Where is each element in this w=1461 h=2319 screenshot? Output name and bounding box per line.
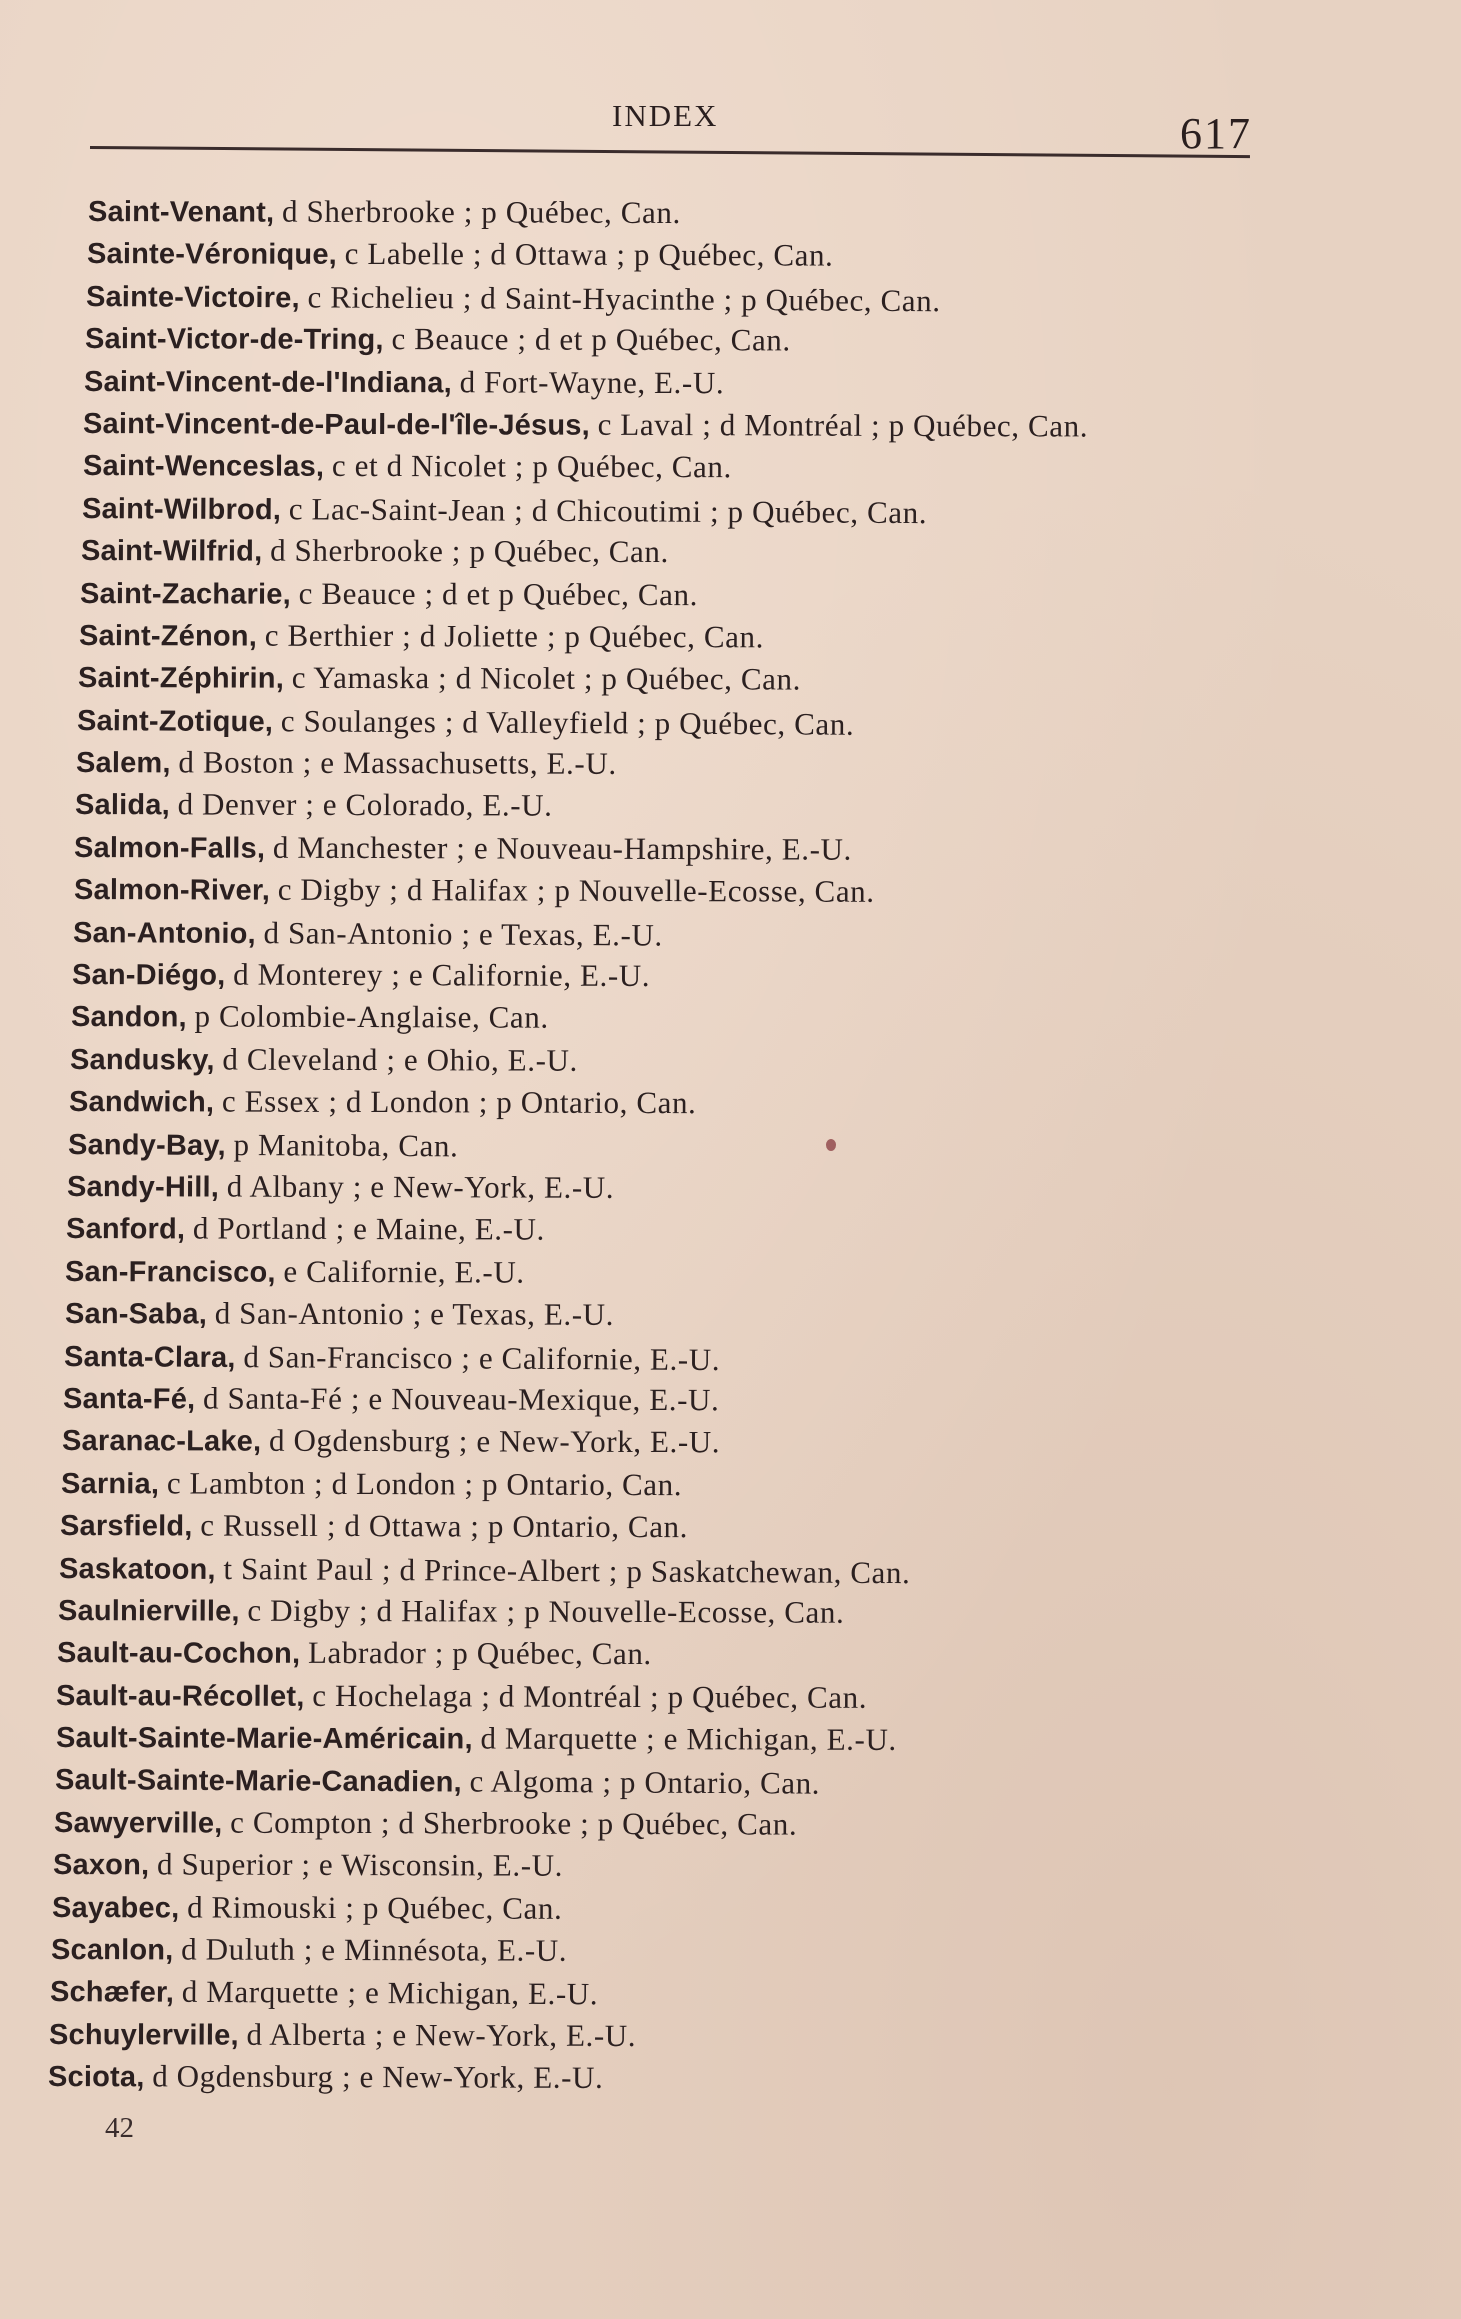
entry-name: Sainte-Victoire, [85,280,300,315]
entry-name: Sandusky, [69,1043,215,1077]
entry-name: Schuylerville, [48,2018,239,2052]
index-entry [62,1419,1352,1466]
entry-description: d Portland ; e Maine, E.-U. [192,1210,545,1248]
index-entry [87,232,1377,279]
index-entry [78,656,1368,703]
entry-name: Sainte-Véronique, [86,238,338,272]
entry-name: Sault-Sainte-Marie-Canadien, [54,1764,462,1799]
entry-description: c Digby ; d Halifax ; p Nouvelle-Ecosse, Can. [277,871,875,910]
entry-description: d Fort-Wayne, E.-U. [459,363,725,400]
entry-description: d Cleveland ; e Ohio, E.-U. [222,1041,578,1078]
entry-name: Sandy-Bay, [67,1128,226,1162]
entry-name: Sault-au-Cochon, [56,1637,301,1671]
entry-name: Scanlon, [50,1934,174,1967]
entry-name: Sawyerville, [53,1806,223,1840]
entry-name: Sandy-Hill, [66,1170,220,1204]
entry-name: Salem, [75,747,171,780]
entry-description: c Algoma ; p Ontario, Can. [469,1763,821,1802]
index-entry [65,1292,1355,1339]
header-rule [90,146,1250,158]
entry-name: Sayabec, [51,1891,180,1925]
entry-description: d San-Antonio ; e Texas, E.-U. [263,914,663,953]
page-number: 617 [1180,109,1252,158]
entry-description: c Lac-Saint-Jean ; d Chicoutimi ; p Québec, Can. [288,490,928,530]
entry-description: d Superior ; e Wisconsin, E.-U. [156,1846,564,1884]
index-entry [75,783,1365,830]
index-entry-list [47,190,1378,2098]
entry-description: d Manchester ; e Nouveau-Hampshire, E.-U. [272,829,852,867]
signature-mark: 42 [105,2112,134,2144]
entry-name: San-Saba, [64,1298,208,1331]
running-head: INDEX [612,98,719,133]
entry-name: Salida, [74,789,170,822]
index-entry [58,1589,1348,1636]
index-entry [88,190,1378,237]
entry-name: Saint-Zénon, [78,619,258,653]
index-entry [76,741,1366,788]
index-entry [83,402,1373,449]
entry-description: d Monterey ; e Californie, E.-U. [233,956,651,994]
entry-description: p Manitoba, Can. [233,1126,459,1163]
entry-name: Sanford, [65,1213,186,1246]
index-entry [65,1250,1355,1297]
entry-description: d Duluth ; e Minnésota, E.-U. [181,1931,568,1968]
entry-name: Saulnierville, [57,1594,240,1628]
entry-description: c Compton ; d Sherbrooke ; p Québec, Can. [230,1804,798,1842]
entry-name: Saranac-Lake, [61,1425,262,1459]
entry-name: Salmon-River, [73,874,271,907]
index-entry [66,1207,1356,1254]
index-entry [81,529,1371,576]
entry-description: c Beauce ; d et p Québec, Can. [391,321,791,358]
entry-description: d San-Antonio ; e Texas, E.-U. [214,1295,615,1333]
entry-description: c Soulanges ; d Valleyfield ; p Québec, Can. [280,702,855,742]
entry-description: d Sherbrooke ; p Québec, Can. [282,193,681,231]
entry-description: p Colombie-Anglaise, Can. [194,998,549,1036]
entry-name: Santa-Clara, [63,1340,236,1374]
entry-name: Saint-Vincent-de-l'Indiana, [83,365,452,399]
entry-description: d Rimouski ; p Québec, Can. [187,1889,563,1926]
entry-description: c Beauce ; d et p Québec, Can. [298,575,699,612]
index-entry [56,1674,1346,1721]
index-entry [60,1504,1350,1551]
entry-name: Saint-Zotique, [76,704,274,738]
index-entry [67,1165,1357,1212]
entry-name: Sandon, [70,1001,187,1034]
entry-name: Saint-Vincent-de-Paul-de-l'île-Jésus, [82,407,590,442]
index-entry [74,826,1364,873]
entry-name: Saint-Zacharie, [79,577,291,611]
entry-description: c Hochelaga ; d Montréal ; p Québec, Can. [312,1677,868,1715]
index-entry [71,995,1361,1042]
ink-speck [826,1139,836,1151]
entry-name: Saint-Wilfrid, [80,535,263,568]
entry-description: Labrador ; p Québec, Can. [307,1635,652,1672]
entry-description: c Laval ; d Montréal ; p Québec, Can. [597,406,1089,444]
entry-description: d Denver ; e Colorado, E.-U. [177,786,553,824]
entry-description: c Berthier ; d Joliette ; p Québec, Can. [264,617,765,655]
index-entry [63,1377,1353,1424]
entry-name: Saskatoon, [58,1552,216,1586]
entry-description: d Boston ; e Massachusetts, E.-U. [178,744,617,781]
entry-description: e Californie, E.-U. [283,1253,525,1290]
entry-description: d Albany ; e New-York, E.-U. [226,1168,615,1205]
index-entry [56,1716,1346,1763]
entry-name: San-Francisco, [64,1255,276,1289]
entry-description: d Ogdensburg ; e New-York, E.-U. [152,2058,604,2096]
entry-name: Saint-Victor-de-Tring, [84,323,384,357]
index-entry [61,1462,1351,1509]
index-entry [53,1843,1343,1890]
index-entry [51,1928,1341,1975]
entry-name: San-Diégo, [71,959,226,992]
index-entry [48,2055,1338,2102]
entry-name: Sault-Sainte-Marie-Américain, [55,1722,473,1756]
index-entry [69,1080,1359,1127]
entry-description: d Marquette ; e Michigan, E.-U. [181,1974,599,2012]
entry-description: c Yamaska ; d Nicolet ; p Québec, Can. [291,660,802,697]
entry-description: d Marquette ; e Michigan, E.-U. [480,1720,897,1757]
entry-name: Sault-au-Récollet, [55,1679,305,1713]
entry-description: c et d Nicolet ; p Québec, Can. [331,448,732,485]
index-entry [80,572,1370,619]
index-entry [52,1886,1342,1933]
index-entry [70,1038,1360,1085]
entry-name: Saint-Venant, [87,196,275,229]
entry-description: c Russell ; d Ottawa ; p Ontario, Can. [200,1507,689,1545]
index-entry [83,444,1373,491]
entry-description: t Saint Paul ; d Prince-Albert ; p Saskatchewan, Can. [223,1550,911,1590]
entry-description: d Ogdensburg ; e New-York, E.-U. [268,1423,721,1460]
entry-description: c Labelle ; d Ottawa ; p Québec, Can. [344,236,834,273]
entry-name: Sarnia, [60,1467,160,1501]
index-entry [85,317,1375,364]
entry-description: d San-Francisco ; e Californie, E.-U. [243,1338,721,1377]
entry-description: c Richelieu ; d Saint-Hyacinthe ; p Québec, Can. [307,279,941,319]
index-entry [74,868,1364,915]
index-entry [72,953,1362,1000]
entry-description: c Lambton ; d London ; p Ontario, Can. [166,1465,683,1502]
entry-name: Sciota, [47,2061,145,2094]
entry-name: Schæfer, [49,1976,175,2010]
entry-name: Saint-Zéphirin, [77,662,285,696]
entry-description: d Santa-Fé ; e Nouveau-Mexique, E.-U. [203,1380,720,1418]
entry-name: Salmon-Falls, [73,831,266,865]
entry-name: Santa-Fé, [62,1382,196,1416]
entry-name: Saint-Wenceslas, [82,450,325,484]
entry-name: Sarsfield, [59,1510,193,1543]
entry-description: d Sherbrooke ; p Québec, Can. [270,532,669,570]
index-entry [49,2013,1339,2060]
index-entry [84,360,1374,407]
entry-name: San-Antonio, [72,916,256,950]
entry-description: d Alberta ; e New-York, E.-U. [246,2016,637,2053]
entry-description: c Digby ; d Halifax ; p Nouvelle-Ecosse, Can. [247,1592,845,1630]
index-entry [54,1801,1344,1848]
entry-name: Saxon, [52,1849,150,1882]
index-entry [79,614,1369,661]
index-entry [57,1631,1347,1678]
entry-name: Sandwich, [68,1086,215,1119]
entry-name: Saint-Wilbrod, [81,492,282,526]
entry-description: c Essex ; d London ; p Ontario, Can. [221,1083,697,1121]
